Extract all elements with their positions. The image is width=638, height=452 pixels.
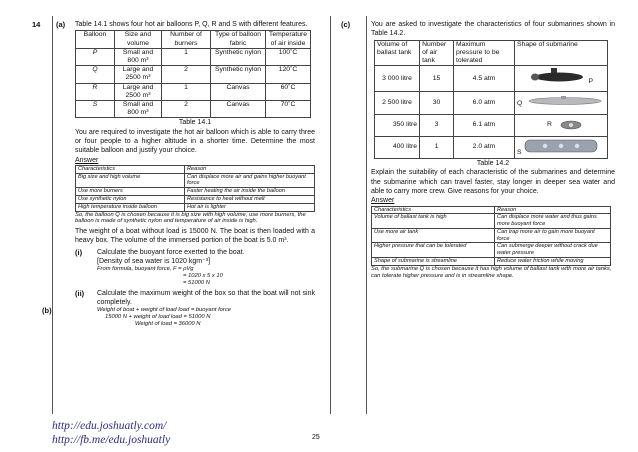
table-cell: Hot air is lighter [185,203,315,211]
submarine-shape-r [515,114,608,136]
table-row [372,243,611,258]
submarine-shape-p [515,66,608,92]
table-cell: 30 [420,92,454,114]
center-divider-rule [330,16,331,414]
table-cell: 2 [162,100,211,117]
table-cell: 3 [420,114,454,136]
left-margin-rule [52,16,53,414]
table-header-cell: Reason [185,165,315,173]
work-line: Weight of load = 36000 N [135,320,201,327]
table-cell: 70˚C [266,100,311,117]
table-cell: Canvas [211,100,266,117]
task-text: You are required to investigate the hot air balloon which is able to carry three or four people to a higher altitude in a shorter time. Determine the most suitable balloon and justify your choice. [75,128,315,155]
question-intro: Table 14.1 shows four hot air balloons P, Q, R and S with different features. [75,21,308,28]
work-line: 15000 N + weight of load load = 51000 N [105,314,211,321]
table-row [375,114,608,136]
table-cell: 100˚C [266,48,311,65]
table-cell: 6.0 atm [453,92,514,114]
submarine-label: S [517,148,522,156]
sub-ii-text: Calculate the maximum weight of the box so that the boat will not sink completely. [97,289,315,307]
answer-label: Answer [371,197,395,205]
table-header-cell: Number of air tank [420,40,454,66]
table-row [76,188,315,196]
footer-link-website[interactable]: http://edu.joshuatly.com/ [52,420,167,432]
sub-i-text: Calculate the buoyant force exerted to the boat. [97,248,245,256]
table-cell: P [76,48,115,65]
table-row [372,228,611,243]
table-row [76,196,315,204]
table-cell: 2.0 atm [453,136,514,158]
table-cell: Canvas [211,83,266,100]
table-cell: 2 500 litre [375,92,420,114]
part-c-label: (c) [341,20,351,29]
work-line: Weight of boat + weight of load load = buoyant force [97,307,231,314]
table-cell: 4.5 atm [453,66,514,92]
answer-label: Answer [75,156,99,164]
work-line: = 1020 x 5 x 10 [183,273,223,280]
table-cell: R [76,83,115,100]
table-row [76,100,311,117]
table-cell: Big size and high volume [76,173,185,188]
table-cell: Synthetic nylon [211,48,266,65]
table-header-cell: Balloon [76,31,115,48]
table-row [76,66,311,83]
balloon-table [75,30,311,118]
sub-ii-label: (ii) [75,288,85,298]
task-text: Explain the suitability of each characteristic of the submarines and determine the submarine which can travel faster, stay longer in deeper sea water and able to carry more crew. Give reasons for your choice. [371,169,615,195]
submarine-shape-q [515,92,608,114]
page-number: 25 [312,434,320,441]
submarine-shape-s [515,136,608,158]
submarine-r-icon [515,115,607,133]
table-row [375,66,608,92]
table-cell: 6.1 atm [453,114,514,136]
table-row [375,92,608,114]
table-cell: 400 litre [375,136,420,158]
table-row [372,258,611,266]
table-cell: Q [76,66,115,83]
part-a-label: (a) [56,20,66,29]
table-row [76,203,315,211]
table-cell: 3 000 litre [375,66,420,92]
answer-table [371,206,611,266]
table-header-cell: Temperature of air inside [266,31,311,48]
table-header-cell: Maximum pressure to be tolerated [453,40,514,66]
table-header-cell: Shape of submarine [515,40,608,66]
submarine-p-icon [515,66,607,88]
table-cell: Higher pressure that can be tolerated [372,243,495,258]
table-header-row [76,31,311,48]
table-header-row [372,206,611,214]
table-header-cell: Reason [495,206,611,214]
submarine-label: R [547,120,552,128]
table-cell: Synthetic nylon [211,66,266,83]
work-line: = 51000 N [183,279,210,286]
answer-table [75,165,315,212]
part-b-text: The weight of a boat without load is 15000 N. The boat is then loaded with a heavy box. The volume of the immersed portion of the boat is 5.0 m³. [75,228,315,245]
table-cell: 350 litre [375,114,420,136]
table-cell: 1 [162,83,211,100]
table-cell: Use more air tank [372,228,495,243]
table-cell: Use more burners [76,188,185,196]
table-cell: Can trap more air to gain more buoyant force [495,228,611,243]
table-row [372,214,611,229]
submarine-label: Q [517,100,523,108]
table-row [375,136,608,158]
table-header-cell: Type of balloon fabric [211,31,266,48]
table-cell: 120˚C [266,66,311,83]
part-b-label: (b) [42,306,52,315]
table-row [76,173,315,188]
table-cell: Reduce water friction while moving [495,258,611,266]
table-cell: Use synthetic nylon [76,196,185,204]
table-cell: Can displace more air and gains higher buoyant force [185,173,315,188]
left-column [75,20,315,328]
table-cell: 1 [420,136,454,158]
submarine-q-icon [515,92,607,110]
submarine-table [374,40,608,159]
table-header-cell: Characteristics [76,165,185,173]
table-cell: S [76,100,115,117]
table-header-row [375,40,608,66]
table-cell: Large and 2500 m³ [115,66,162,83]
right-column-rule [366,16,367,414]
table-cell: 15 [420,66,454,92]
table-cell: Volume of ballast tank is high [372,214,495,229]
question-number: 14 [32,20,41,29]
right-column [371,20,615,279]
table-header-cell: Number of burners [162,31,211,48]
table-cell: Resistance to heat without melt [185,196,315,204]
sub-i-density: [Density of sea water is 1020 kgm⁻³] [97,258,211,266]
table-header-cell: Volume of ballast tank [375,40,420,66]
sub-question-i [75,248,315,287]
table-cell: 1 [162,48,211,65]
table-cell: Can displace more water and thus gains more buoyant force [495,214,611,229]
table-cell: Faster heating the air inside the balloon [185,188,315,196]
table-caption: Table 14.2 [476,160,510,168]
part-c-intro: You are asked to investigate the characteristics of four submarines shown in Table 14.2. [371,21,615,38]
footer-link-facebook[interactable]: http://fb.me/edu.joshuatly [52,434,171,446]
table-row [76,83,311,100]
submarine-label: P [588,78,593,86]
sub-question-ii [75,289,315,328]
table-cell: Can submerge deeper without crack due water pressure [495,243,611,258]
table-cell: Small and 800 m³ [115,48,162,65]
table-cell: 60˚C [266,83,311,100]
table-row [76,48,311,65]
table-header-cell: Size and volume [115,31,162,48]
sub-i-label: (i) [75,247,83,257]
table-cell: Small and 800 m³ [115,100,162,117]
table-cell: Shape of submarine is streamline [372,258,495,266]
table-header-row [76,165,315,173]
submarine-s-icon [515,137,607,155]
work-line: From formula, buoyant force, F = ρVg [97,266,194,273]
table-caption: Table 14.1 [178,119,212,127]
table-cell: High temperature inside balloon [76,203,185,211]
table-cell: 2 [162,66,211,83]
table-header-cell: Characteristics [372,206,495,214]
table-cell: Large and 2500 m³ [115,83,162,100]
conclusion-text: So, the submarine Q is chosen because it has high volume of ballast tank with more air tanks, can tolerate higher pressure and is in streamline shape. [371,265,612,279]
conclusion-text: So, the balloon Q is chosen because it is big size with high volume, use more burners, the balloon is made of synthetic nylon and temperature of air inside is high. [75,211,306,225]
